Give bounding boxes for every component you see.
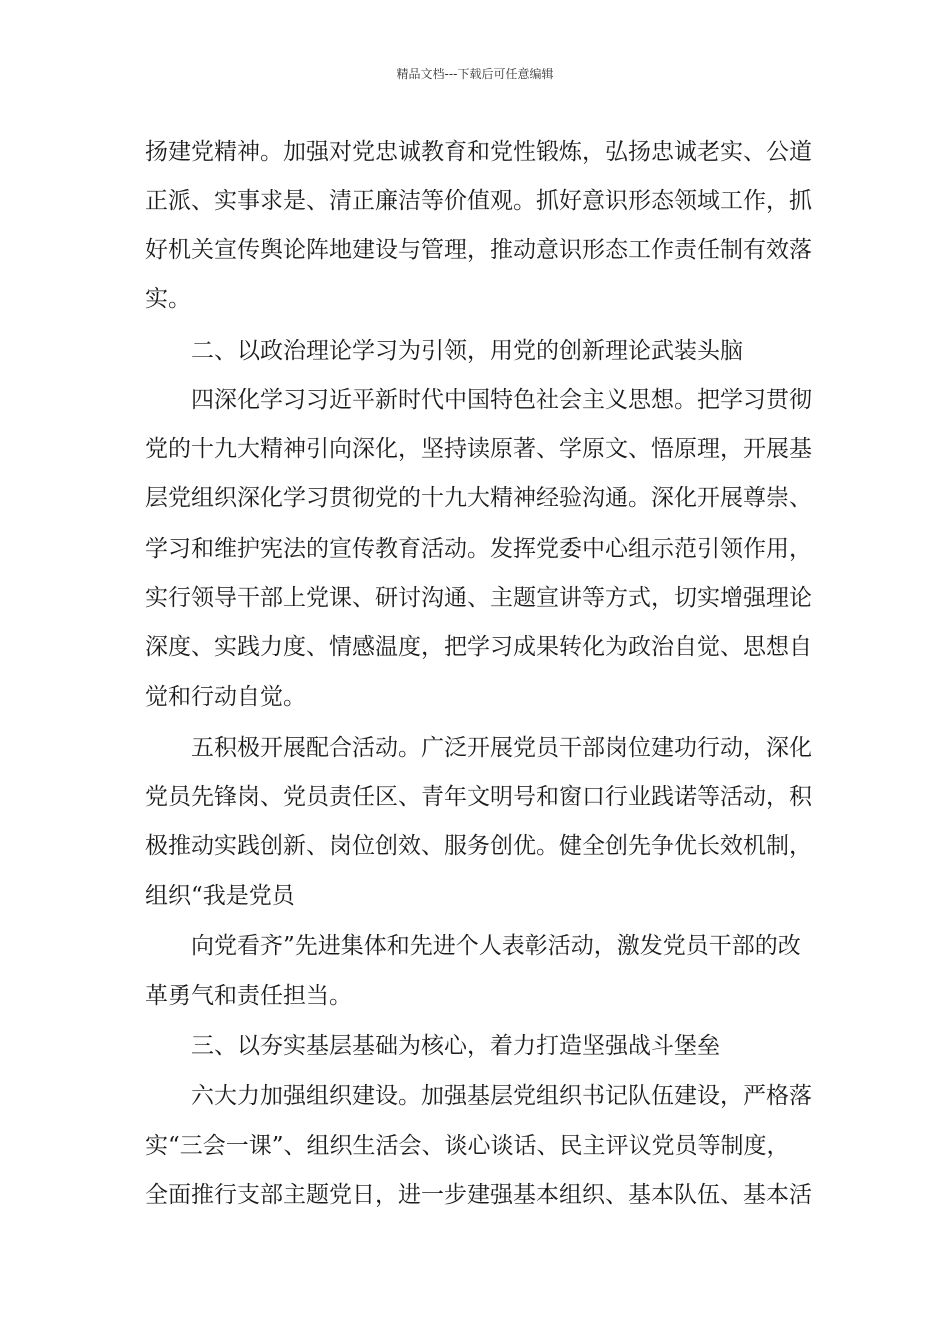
body-line: 学习和维护宪法的宣传教育活动。发挥党委中心组示范引领作用，: [145, 536, 812, 562]
body-line: 实“三会一课”、组织生活会、谈心谈话、民主评议党员等制度，: [145, 1133, 790, 1159]
body-line: 五积极开展配合活动。广泛开展党员干部岗位建功行动，深化: [191, 735, 812, 761]
body-line: 好机关宣传舆论阵地建设与管理，推动意识形态工作责任制有效落: [145, 237, 812, 263]
body-line: 全面推行支部主题党日，进一步建强基本组织、基本队伍、基本活: [145, 1182, 812, 1208]
body-line: 党员先锋岗、党员责任区、青年文明号和窗口行业践诺等活动，积: [145, 784, 812, 810]
body-line: 深度、实践力度、情感温度，把学习成果转化为政治自觉、思想自: [145, 634, 812, 660]
section-heading: 三、以夯实基层基础为核心，着力打造坚强战斗堡垒: [191, 1033, 720, 1059]
body-line: 组织“我是党员: [145, 883, 295, 909]
body-line: 四深化学习习近平新时代中国特色社会主义思想。把学习贯彻: [191, 387, 812, 413]
body-line: 实。: [145, 286, 191, 312]
body-line: 实行领导干部上党课、研讨沟通、主题宣讲等方式，切实增强理论: [145, 585, 812, 611]
body-line: 觉和行动自觉。: [145, 684, 306, 710]
body-line: 向党看齐”先进集体和先进个人表彰活动，激发党员干部的改: [191, 933, 801, 959]
section-heading: 二、以政治理论学习为引领，用党的创新理论武装头脑: [191, 338, 743, 364]
body-line: 扬建党精神。加强对党忠诚教育和党性锻炼，弘扬忠诚老实、公道: [145, 139, 812, 165]
body-line: 极推动实践创新、岗位创效、服务创优。健全创先争优长效机制，: [145, 833, 812, 859]
body-line: 正派、实事求是、清正廉洁等价值观。抓好意识形态领域工作，抓: [145, 188, 812, 214]
body-line: 六大力加强组织建设。加强基层党组织书记队伍建设，严格落: [191, 1083, 812, 1109]
body-line: 层党组织深化学习贯彻党的十九大精神经验沟通。深化开展尊崇、: [145, 485, 812, 511]
body-line: 党的十九大精神引向深化，坚持读原著、学原文、悟原理，开展基: [145, 436, 812, 462]
body-line: 革勇气和责任担当。: [145, 983, 352, 1009]
page-header: 精品文档---下载后可任意编辑: [396, 67, 554, 81]
